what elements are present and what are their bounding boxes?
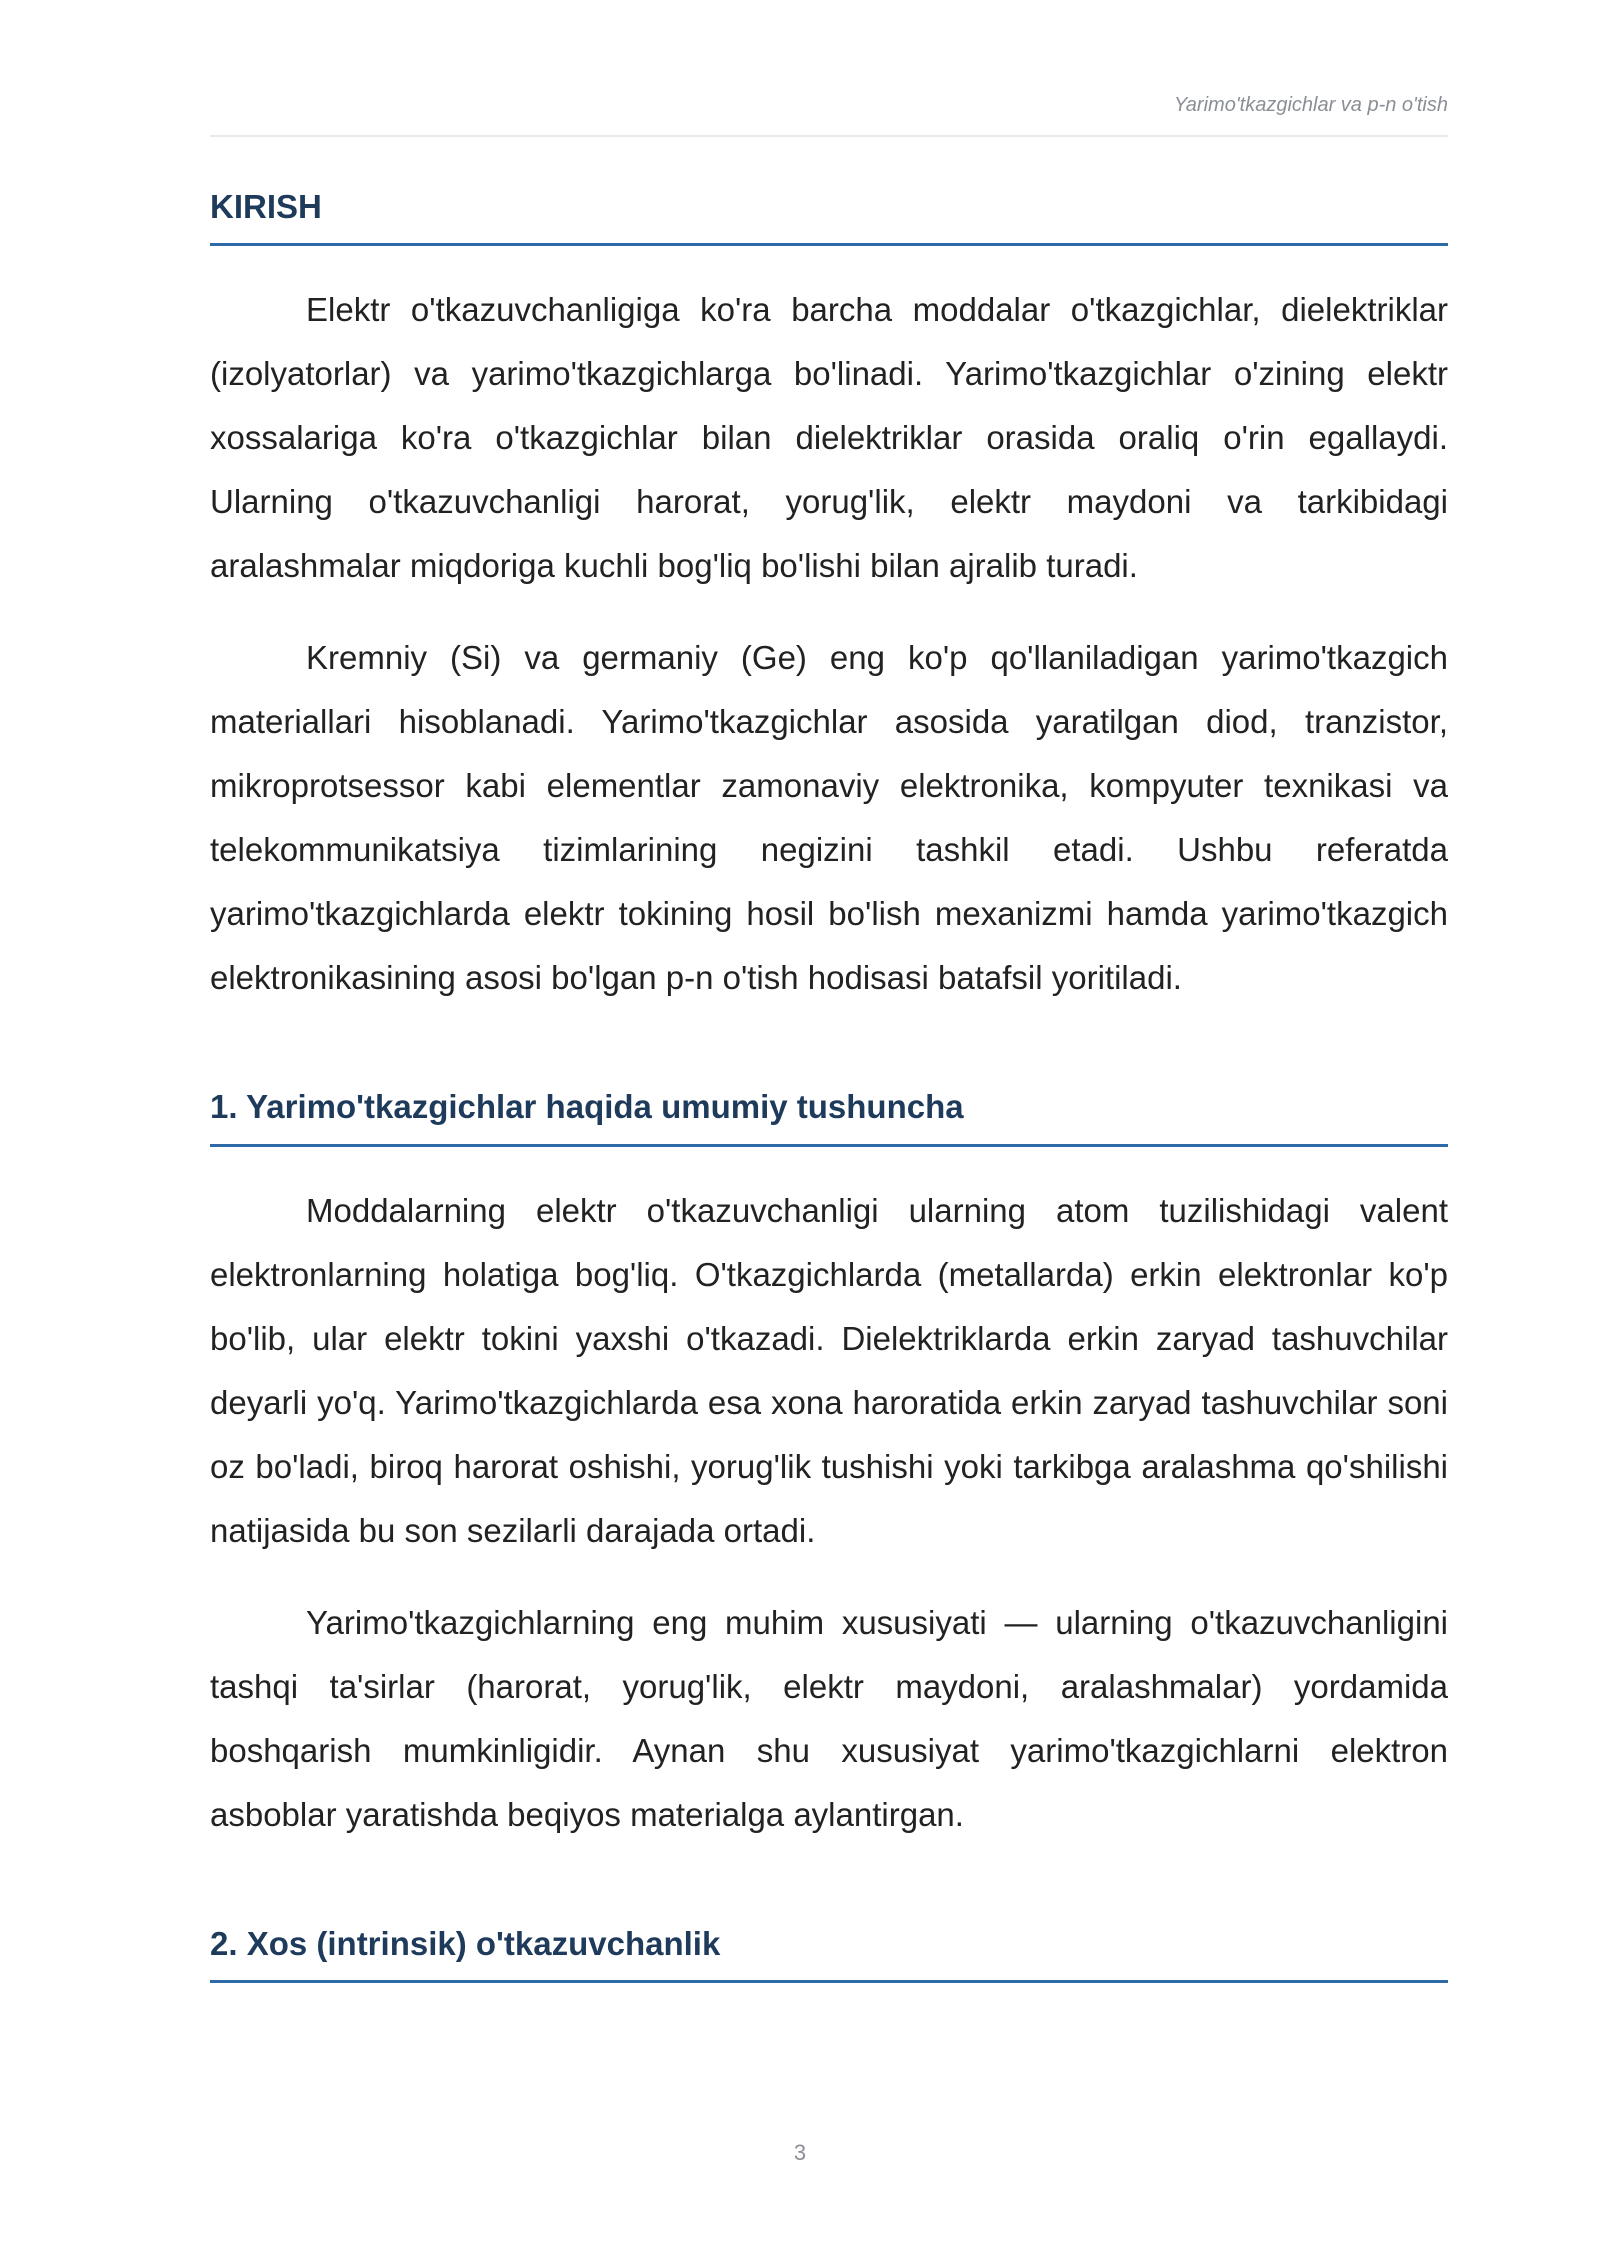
header-divider [210,135,1448,137]
running-header: Yarimo'tkazgichlar va p-n o'tish [1173,94,1448,116]
page-number: 3 [793,2140,807,2165]
intro-heading: KIRISH [210,186,1448,246]
section-1-paragraph-2: Yarimo'tkazgichlarning eng muhim xususiyati — ularning o'tkazuvchanligini tashqi ta'sirlar (harorat, yorug'lik, elektr maydoni, aralashmalar) yordamida boshqarish mumkinligidir. Aynan shu xususiyat yarimo'tkazgichlarni elektron asboblar yaratishda beqiyos materialga aylantirgan. [210,1603,1448,1833]
intro-paragraph-1: Elektr o'tkazuvchanligiga ko'ra barcha moddalar o'tkazgichlar, dielektriklar (izolyatorlar) va yarimo'tkazgichlarga bo'linadi. Yarimo'tkazgichlar o'zining elektr xossalariga ko'ra o'tkazgichlar bilan dielektriklar orasida oraliq o'rin egallaydi. Ularning o'tkazuvchanligi harorat, yorug'lik, elektr maydoni va tarkibidagi aralashmalar miqdoriga kuchli bog'liq bo'lishi bilan ajralib turadi. [210,291,1448,585]
section-2-heading: 2. Xos (intrinsik) o'tkazuvchanlik [210,1923,1448,1983]
intro-paragraph-2: Kremniy (Si) va germaniy (Ge) eng ko'p qo'llaniladigan yarimo'tkazgich materiallari hisoblanadi. Yarimo'tkazgichlar asosida yaratilgan diod, tranzistor, mikroprotsessor kabi elementlar zamonaviy elektronika, kompyuter texnikasi va telekommunikatsiya tizimlarining negizini tashkil etadi. Ushbu referatda yarimo'tkazgichlarda elektr tokining hosil bo'lish mexanizmi hamda yarimo'tkazgich elektronikasining asosi bo'lgan p-n o'tish hodisasi batafsil yoritiladi. [210,639,1448,997]
section-1-heading: 1. Yarimo'tkazgichlar haqida umumiy tushuncha [210,1086,1448,1146]
section-1-paragraph-1: Moddalarning elektr o'tkazuvchanligi ularning atom tuzilishidagi valent elektronlarning holatiga bog'liq. O'tkazgichlarda (metallarda) erkin elektronlar ko'p bo'lib, ular elektr tokini yaxshi o'tkazadi. Dielektriklarda erkin zaryad tashuvchilar deyarli yo'q. Yarimo'tkazgichlarda esa xona haroratida erkin zaryad tashuvchilar soni oz bo'ladi, biroq harorat oshishi, yorug'lik tushishi yoki tarkibga aralashma qo'shilishi natijasida bu son sezilarli darajada ortadi. [210,1191,1448,1549]
page-content [210,186,1448,1983]
